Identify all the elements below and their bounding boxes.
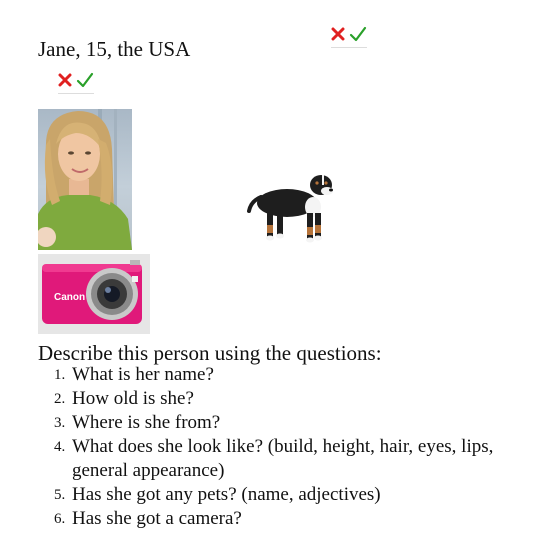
question-number: 4. (54, 439, 66, 455)
question-text: What is her name? (72, 364, 214, 385)
camera-brand-label: Canon (54, 292, 86, 303)
question-text: Where is she from? (72, 412, 221, 433)
question-text: What does she look like? (build, height, hair, eyes, lips, general appearance) (72, 436, 494, 481)
question-number: 6. (54, 511, 66, 527)
check-icon (76, 72, 94, 88)
question-list (54, 363, 524, 531)
list-item (54, 507, 524, 531)
girl-photo (38, 109, 132, 250)
question-number: 5. (54, 487, 66, 503)
camera-photo (38, 254, 150, 334)
question-number: 3. (54, 415, 66, 431)
question-text: Has she got any pets? (name, adjectives) (72, 484, 381, 505)
question-number: 2. (54, 391, 66, 407)
cross-icon (58, 73, 72, 87)
list-item (54, 363, 524, 387)
list-item (54, 435, 524, 483)
cross-icon (331, 27, 345, 41)
instructions: Describe this person using the questions: (38, 341, 382, 365)
answer-marks-top (331, 26, 367, 42)
list-item (54, 387, 524, 411)
check-icon (349, 26, 367, 42)
divider (58, 93, 94, 94)
answer-marks-left (58, 72, 94, 88)
question-text: How old is she? (72, 388, 194, 409)
divider (331, 47, 367, 48)
question-number: 1. (54, 367, 66, 383)
question-text: Has she got a camera? (72, 508, 242, 529)
dog-picture (245, 165, 341, 247)
list-item (54, 411, 524, 435)
list-item (54, 483, 524, 507)
page-title: Jane, 15, the USA (38, 37, 191, 61)
